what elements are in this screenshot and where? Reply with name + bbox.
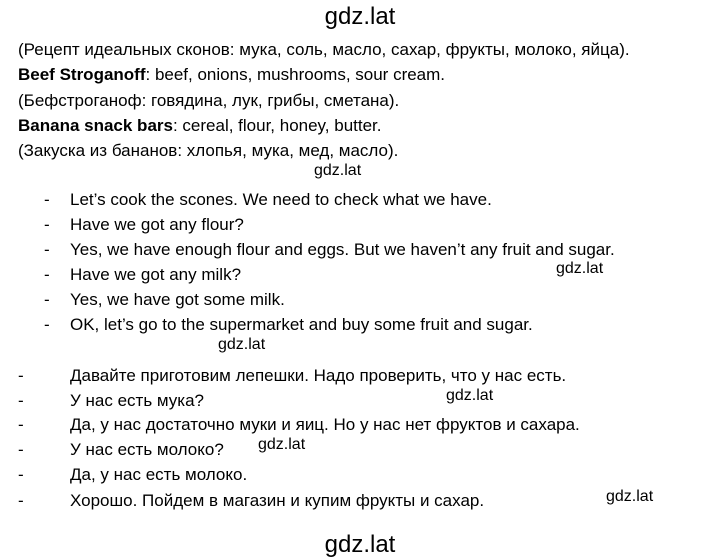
dialogue-en-line: OK, let’s go to the supermarket and buy some fruit and sugar. <box>70 315 533 334</box>
dialogue-ru-line: Хорошо. Пойдем в магазин и купим фрукты и сахар. <box>70 491 485 510</box>
dialogue-ru-line: Давайте приготовим лепешки. Надо проверить, что у нас есть. <box>70 366 567 385</box>
dash-marker: - <box>18 491 24 510</box>
dash-marker: - <box>44 215 50 234</box>
dash-marker: - <box>18 366 24 385</box>
dialogue-en-line: Yes, we have got some milk. <box>70 290 285 309</box>
intro-line: (Рецепт идеальных сконов: мука, соль, масло, сахар, фрукты, молоко, яйца). <box>18 40 630 59</box>
intro-line: Beef Stroganoff: beef, onions, mushrooms, sour cream. <box>18 65 446 84</box>
dialogue-en-line: Have we got any flour? <box>70 215 244 234</box>
dash-marker: - <box>44 265 50 284</box>
dash-marker: - <box>18 415 24 434</box>
watermark-inline: gdz.lat <box>314 162 362 179</box>
dash-marker: - <box>44 190 50 209</box>
watermark-inline: gdz.lat <box>218 336 266 353</box>
dash-marker: - <box>44 290 50 309</box>
dialogue-ru-line: У нас есть мука? <box>70 391 205 410</box>
intro-line: Banana snack bars: cereal, flour, honey, butter. <box>18 116 382 135</box>
dash-marker: - <box>18 391 24 410</box>
dialogue-en-line: Yes, we have enough flour and eggs. But we haven’t any fruit and sugar. <box>70 240 615 259</box>
dialogue-en-line: Have we got any milk? <box>70 265 242 284</box>
dash-marker: - <box>18 465 24 484</box>
dialogue-ru-line: Да, у нас есть молоко. <box>70 465 248 484</box>
recipe-title: Beef Stroganoff <box>18 65 146 84</box>
watermark-inline: gdz.lat <box>556 260 604 277</box>
dialogue-ru-line: Да, у нас достаточно муки и яиц. Но у нас нет фруктов и сахара. <box>70 415 580 434</box>
dash-marker: - <box>44 240 50 259</box>
dash-marker: - <box>44 315 50 334</box>
watermark-bottom: gdz.lat <box>324 531 396 558</box>
intro-line: (Закуска из бананов: хлопья, мука, мед, масло). <box>18 141 399 160</box>
dash-marker: - <box>18 440 24 459</box>
watermark-inline: gdz.lat <box>606 488 654 505</box>
dialogue-ru-line: У нас есть молоко? <box>70 440 224 459</box>
watermark-top: gdz.lat <box>324 3 396 30</box>
recipe-title: Banana snack bars <box>18 116 173 135</box>
dialogue-en-line: Let’s cook the scones. We need to check what we have. <box>70 190 492 209</box>
watermark-inline: gdz.lat <box>258 436 306 453</box>
watermark-inline: gdz.lat <box>446 387 494 404</box>
intro-line: (Бефстроганоф: говядина, лук, грибы, сметана). <box>18 91 400 110</box>
